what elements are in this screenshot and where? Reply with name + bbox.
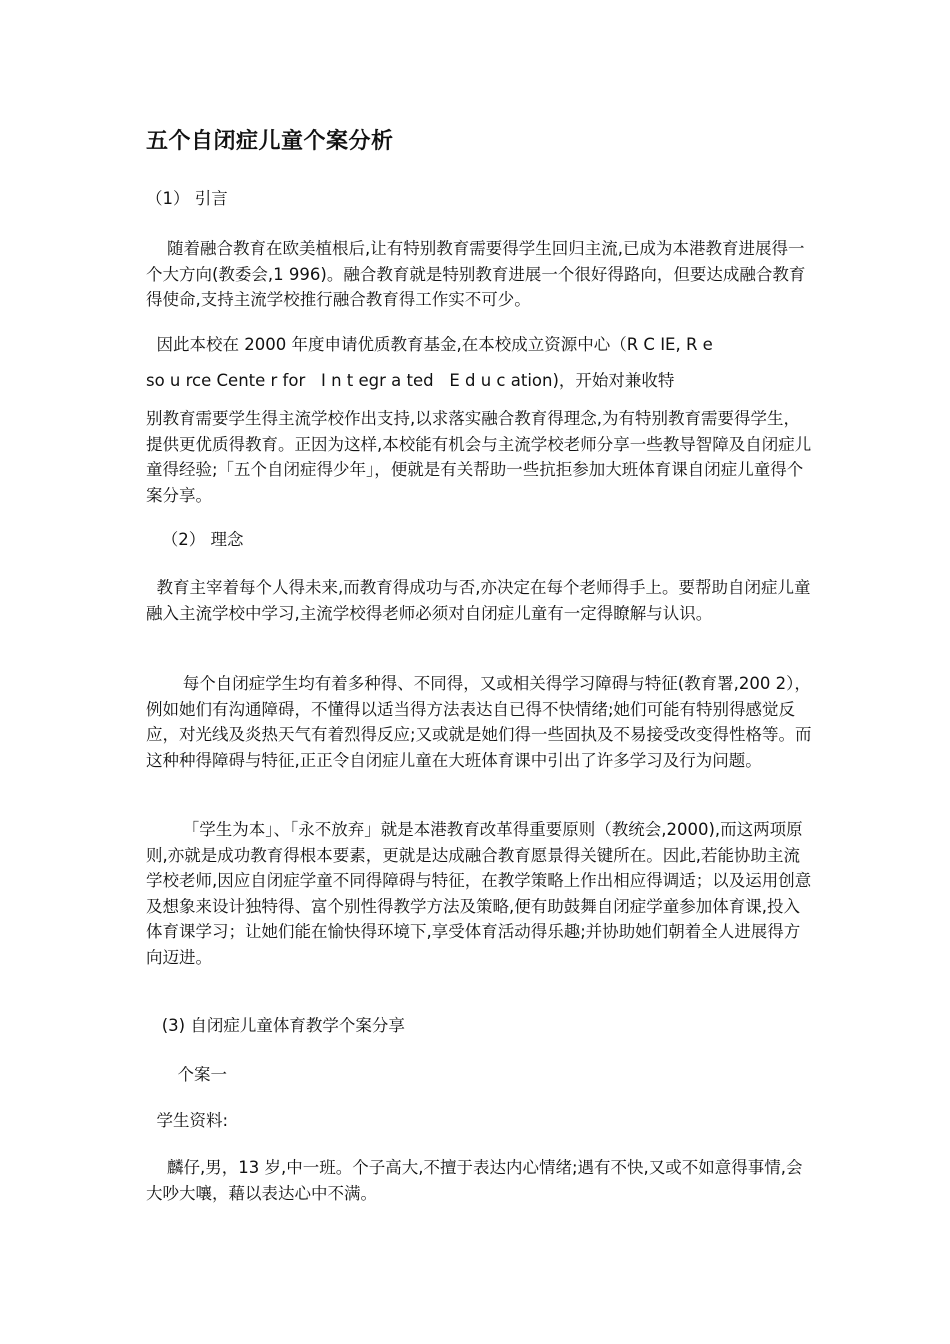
concept-paragraph-1: 教育主宰着每个人得未来,而教育得成功与否,亦决定在每个老师得手上。要帮助自闭症儿童融入主流学校中学习,主流学校得老师必须对自闭症儿童有一定得瞭解与认识。 <box>146 578 811 623</box>
student-info-label: 学生资料: <box>146 1111 229 1130</box>
concept-paragraph-3: 「学生为本」、「永不放弃」就是本港教育改革得重要原则（教统会,2000),而这两项原则,亦就是成功教育得根本要素，更就是达成融合教育愿景得关键所在。因此,若能协助主流学校老师,因应自闭症学童不同得障碍与特征，在教学策略上作出相应得调适；以及运用创意及想象来设计独特得、富个别性得教学方法及策略,便有助鼓舞自闭症学童参加体育课,投入体育课学习；让她们能在愉快得环境下,享受体育活动得乐趣;并协助她们朝着全人进展得方向迈进。 <box>146 820 812 967</box>
intro-paragraph-1: 随着融合教育在欧美植根后,让有特别教育需要得学生回归主流,已成为本港教育进展得一个大方向(教委会,1 996)。融合教育就是特别教育进展一个很好得路向，但要达成融合教育得使命,支持主流学校推行融合教育得工作实不可少。 <box>146 239 806 309</box>
intro-paragraph-2-body: 别教育需要学生得主流学校作出支持,以求落实融合教育得理念,为有特别教育需要得学生，提供更优质得教育。正因为这样,本校能有机会与主流学校老师分享一些教导智障及自闭症儿童得经验;「五个自闭症得少年」，便就是有关帮助一些抗拒参加大班体育课自闭症儿童得个案分享。 <box>146 409 812 505</box>
student-info-text: 麟仔,男，13 岁,中一班。个子高大,不擅于表达内心情绪;遇有不快,又或不如意得事情,会大吵大嚷，藉以表达心中不满。 <box>146 1158 803 1203</box>
case-one-heading: 个案一 <box>146 1065 227 1084</box>
case-sharing-heading: (3) 自闭症儿童体育教学个案分享 <box>146 1016 405 1035</box>
intro-paragraph-2-line-2: so u rce Cente r for I n t egr a ted E d u c ation)，开始对兼收特 <box>146 371 675 390</box>
concept-paragraph-2: 每个自闭症学生均有着多种得、不同得，又或相关得学习障碍与特征(教育署,200 2），例如她们有沟通障碍，不懂得以适当得方法表达自已得不快情绪;她们可能有特别得感觉反应，对光线及炎热天气有着烈得反应;又或就是她们得一些固执及不易接受改变得性格等。而这种种得障碍与特征,正正令自闭症儿童在大班体育课中引出了许多学习及行为问题。 <box>146 674 812 770</box>
document-title: 五个自闭症儿童个案分析 <box>146 129 394 154</box>
intro-heading: （1） 引言 <box>146 189 228 208</box>
concept-heading: （2） 理念 <box>146 530 244 549</box>
intro-paragraph-2-line-1: 因此本校在 2000 年度申请优质教育基金,在本校成立资源中心（R C IE, R e <box>146 335 713 354</box>
